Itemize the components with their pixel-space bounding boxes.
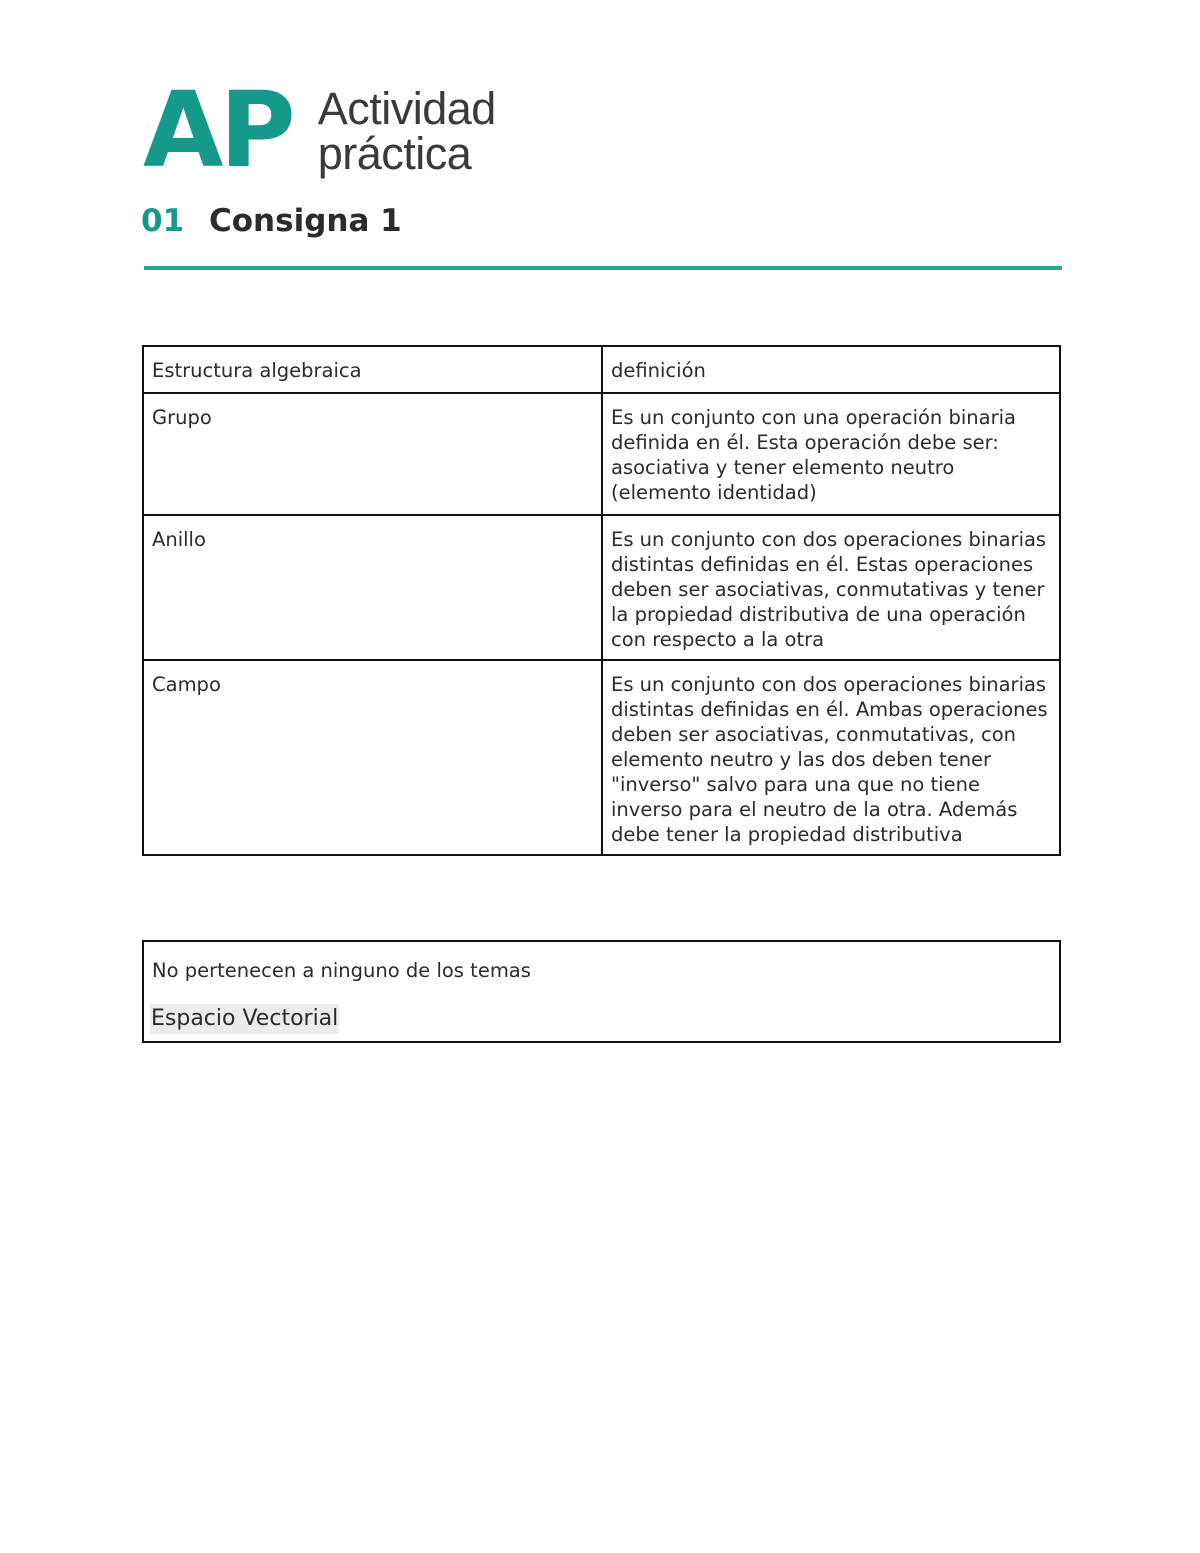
definition-cell: Es un conjunto con dos operaciones binarias distintas definidas en él. Estas operaciones deben ser asociativas, conmutativas y tener la propiedad distributiva de una operación con respecto a la otra	[602, 515, 1060, 660]
section-heading	[141, 203, 402, 239]
table-row	[143, 660, 1060, 855]
header-cell-structure: Estructura algebraica	[143, 346, 602, 393]
logo-title-line2: práctica	[317, 128, 472, 179]
unrelated-topic-item: Espacio Vectorial	[150, 1004, 339, 1034]
section-divider	[144, 266, 1062, 270]
table-header-row	[143, 346, 1060, 393]
header-cell-definition: definición	[602, 346, 1060, 393]
definition-cell: Es un conjunto con una operación binaria definida en él. Esta operación debe ser: asociativa y tener elemento neutro (elemento identidad)	[602, 393, 1060, 515]
structure-name-cell: Grupo	[143, 393, 602, 515]
unrelated-topics-label: No pertenecen a ninguno de los temas	[152, 959, 531, 982]
section-title: Consigna 1	[209, 203, 402, 239]
activity-logo	[143, 69, 496, 191]
table-row	[143, 393, 1060, 515]
table-row	[143, 515, 1060, 660]
structure-name-cell: Anillo	[143, 515, 602, 660]
structure-name-cell: Campo	[143, 660, 602, 855]
logo-mark: AP	[143, 69, 292, 191]
logo-title-line1: Actividad	[317, 83, 496, 134]
definitions-table	[142, 345, 1061, 856]
section-number: 01	[141, 203, 185, 239]
logo-title	[317, 83, 496, 179]
definition-cell: Es un conjunto con dos operaciones binarias distintas definidas en él. Ambas operaciones deben ser asociativas, conmutativas, con elemento neutro y las dos deben tener "inverso" salvo para una que no tiene inverso para el neutro de la otra. Además debe tener la propiedad distributiva	[602, 660, 1060, 855]
